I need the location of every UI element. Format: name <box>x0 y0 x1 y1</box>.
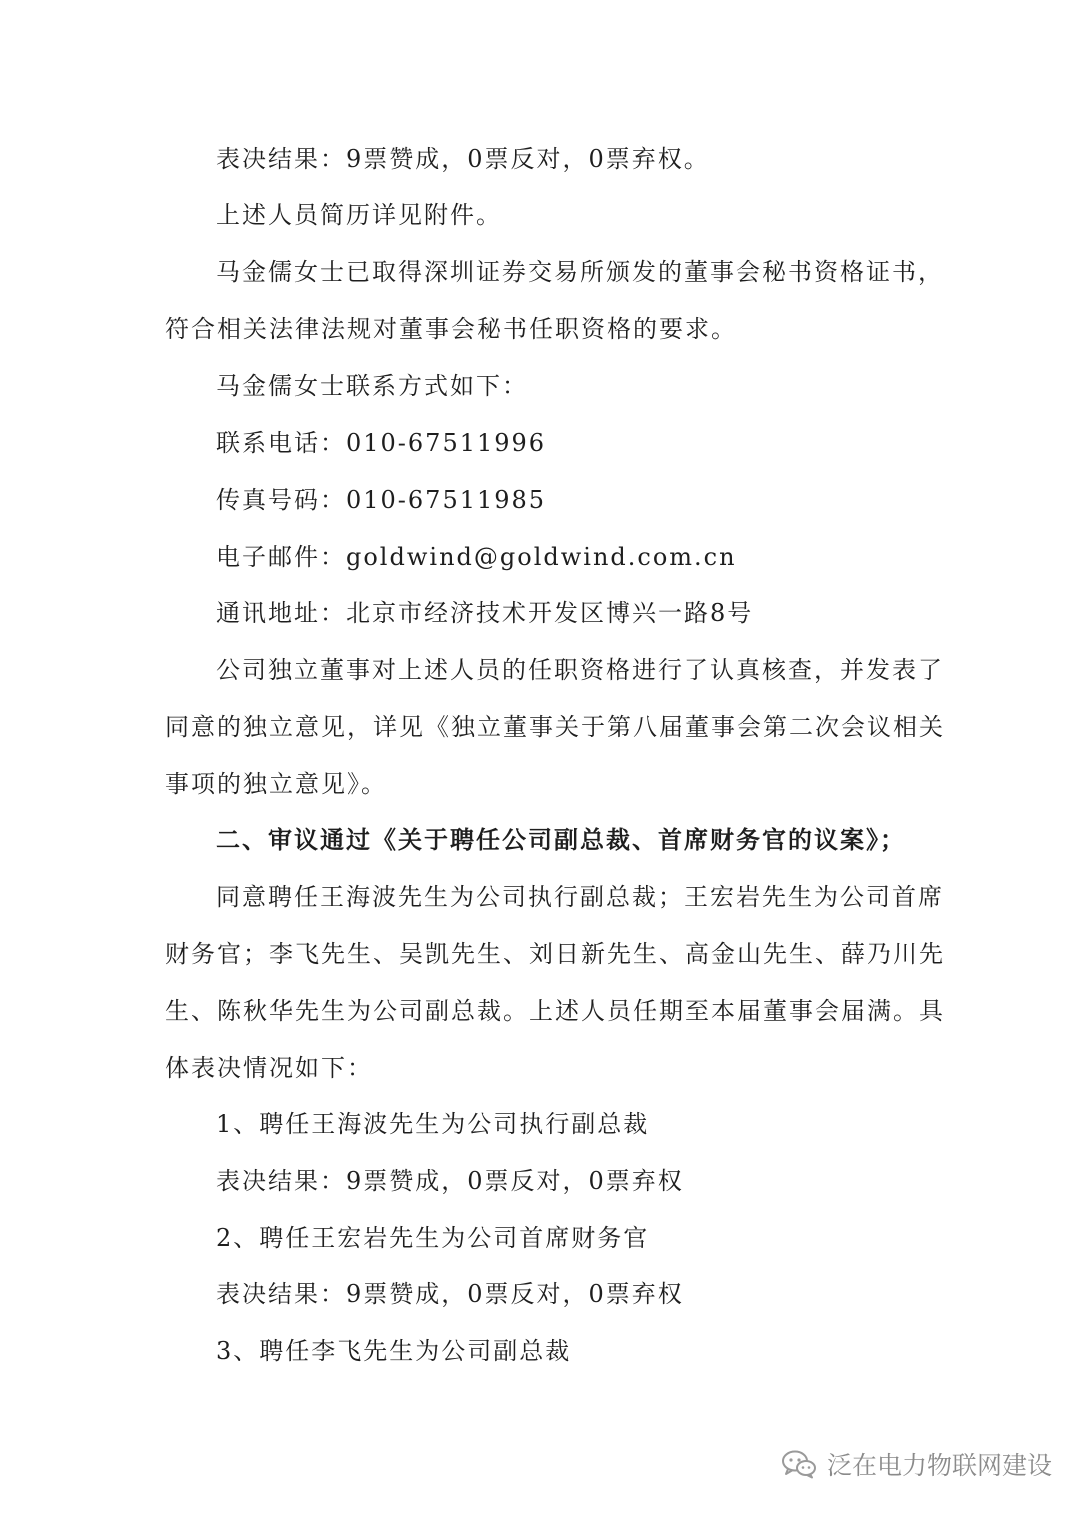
paragraph-line: 财务官；李飞先生、吴凯先生、刘日新先生、高金山先生、薛乃川先 <box>165 940 945 968</box>
contact-heading-line: 马金儒女士联系方式如下： <box>216 372 528 400</box>
list-item: 3、聘任李飞先生为公司副总裁 <box>216 1337 572 1365</box>
wechat-icon <box>781 1449 817 1479</box>
watermark-text: 泛在电力物联网建设 <box>826 1451 1052 1480</box>
paragraph-line: 公司独立董事对上述人员的任职资格进行了认真核查，并发表了 <box>216 656 944 684</box>
section-heading: 二、审议通过《关于聘任公司副总裁、首席财务官的议案》； <box>216 825 906 854</box>
resume-note-line: 上述人员简历详见附件。 <box>216 201 502 229</box>
paragraph-line: 符合相关法律法规对董事会秘书任职资格的要求。 <box>165 315 737 343</box>
watermark <box>781 1446 1052 1482</box>
vote-result-line: 表决结果：9票赞成，0票反对，0票弃权。 <box>216 145 710 173</box>
address-line: 通讯地址：北京市经济技术开发区博兴一路8号 <box>216 599 754 627</box>
paragraph-line: 同意的独立意见，详见《独立董事关于第八届董事会第二次会议相关 <box>165 713 945 741</box>
list-item: 1、聘任王海波先生为公司执行副总裁 <box>216 1110 650 1138</box>
list-item: 2、聘任王宏岩先生为公司首席财务官 <box>216 1224 650 1252</box>
fax-line: 传真号码：010-67511985 <box>216 486 547 514</box>
vote-result-line: 表决结果：9票赞成，0票反对，0票弃权 <box>216 1167 684 1195</box>
paragraph-line: 马金儒女士已取得深圳证券交易所颁发的董事会秘书资格证书， <box>216 258 944 286</box>
email-line: 电子邮件：goldwind@goldwind.com.cn <box>216 543 737 571</box>
paragraph-line: 体表决情况如下： <box>165 1054 373 1082</box>
paragraph-line: 同意聘任王海波先生为公司执行副总裁；王宏岩先生为公司首席 <box>216 883 944 911</box>
paragraph-line: 事项的独立意见》。 <box>165 770 387 798</box>
phone-line: 联系电话：010-67511996 <box>216 429 547 457</box>
vote-result-line: 表决结果：9票赞成，0票反对，0票弃权 <box>216 1280 684 1308</box>
paragraph-line: 生、陈秋华先生为公司副总裁。上述人员任期至本届董事会届满。具 <box>165 997 945 1025</box>
